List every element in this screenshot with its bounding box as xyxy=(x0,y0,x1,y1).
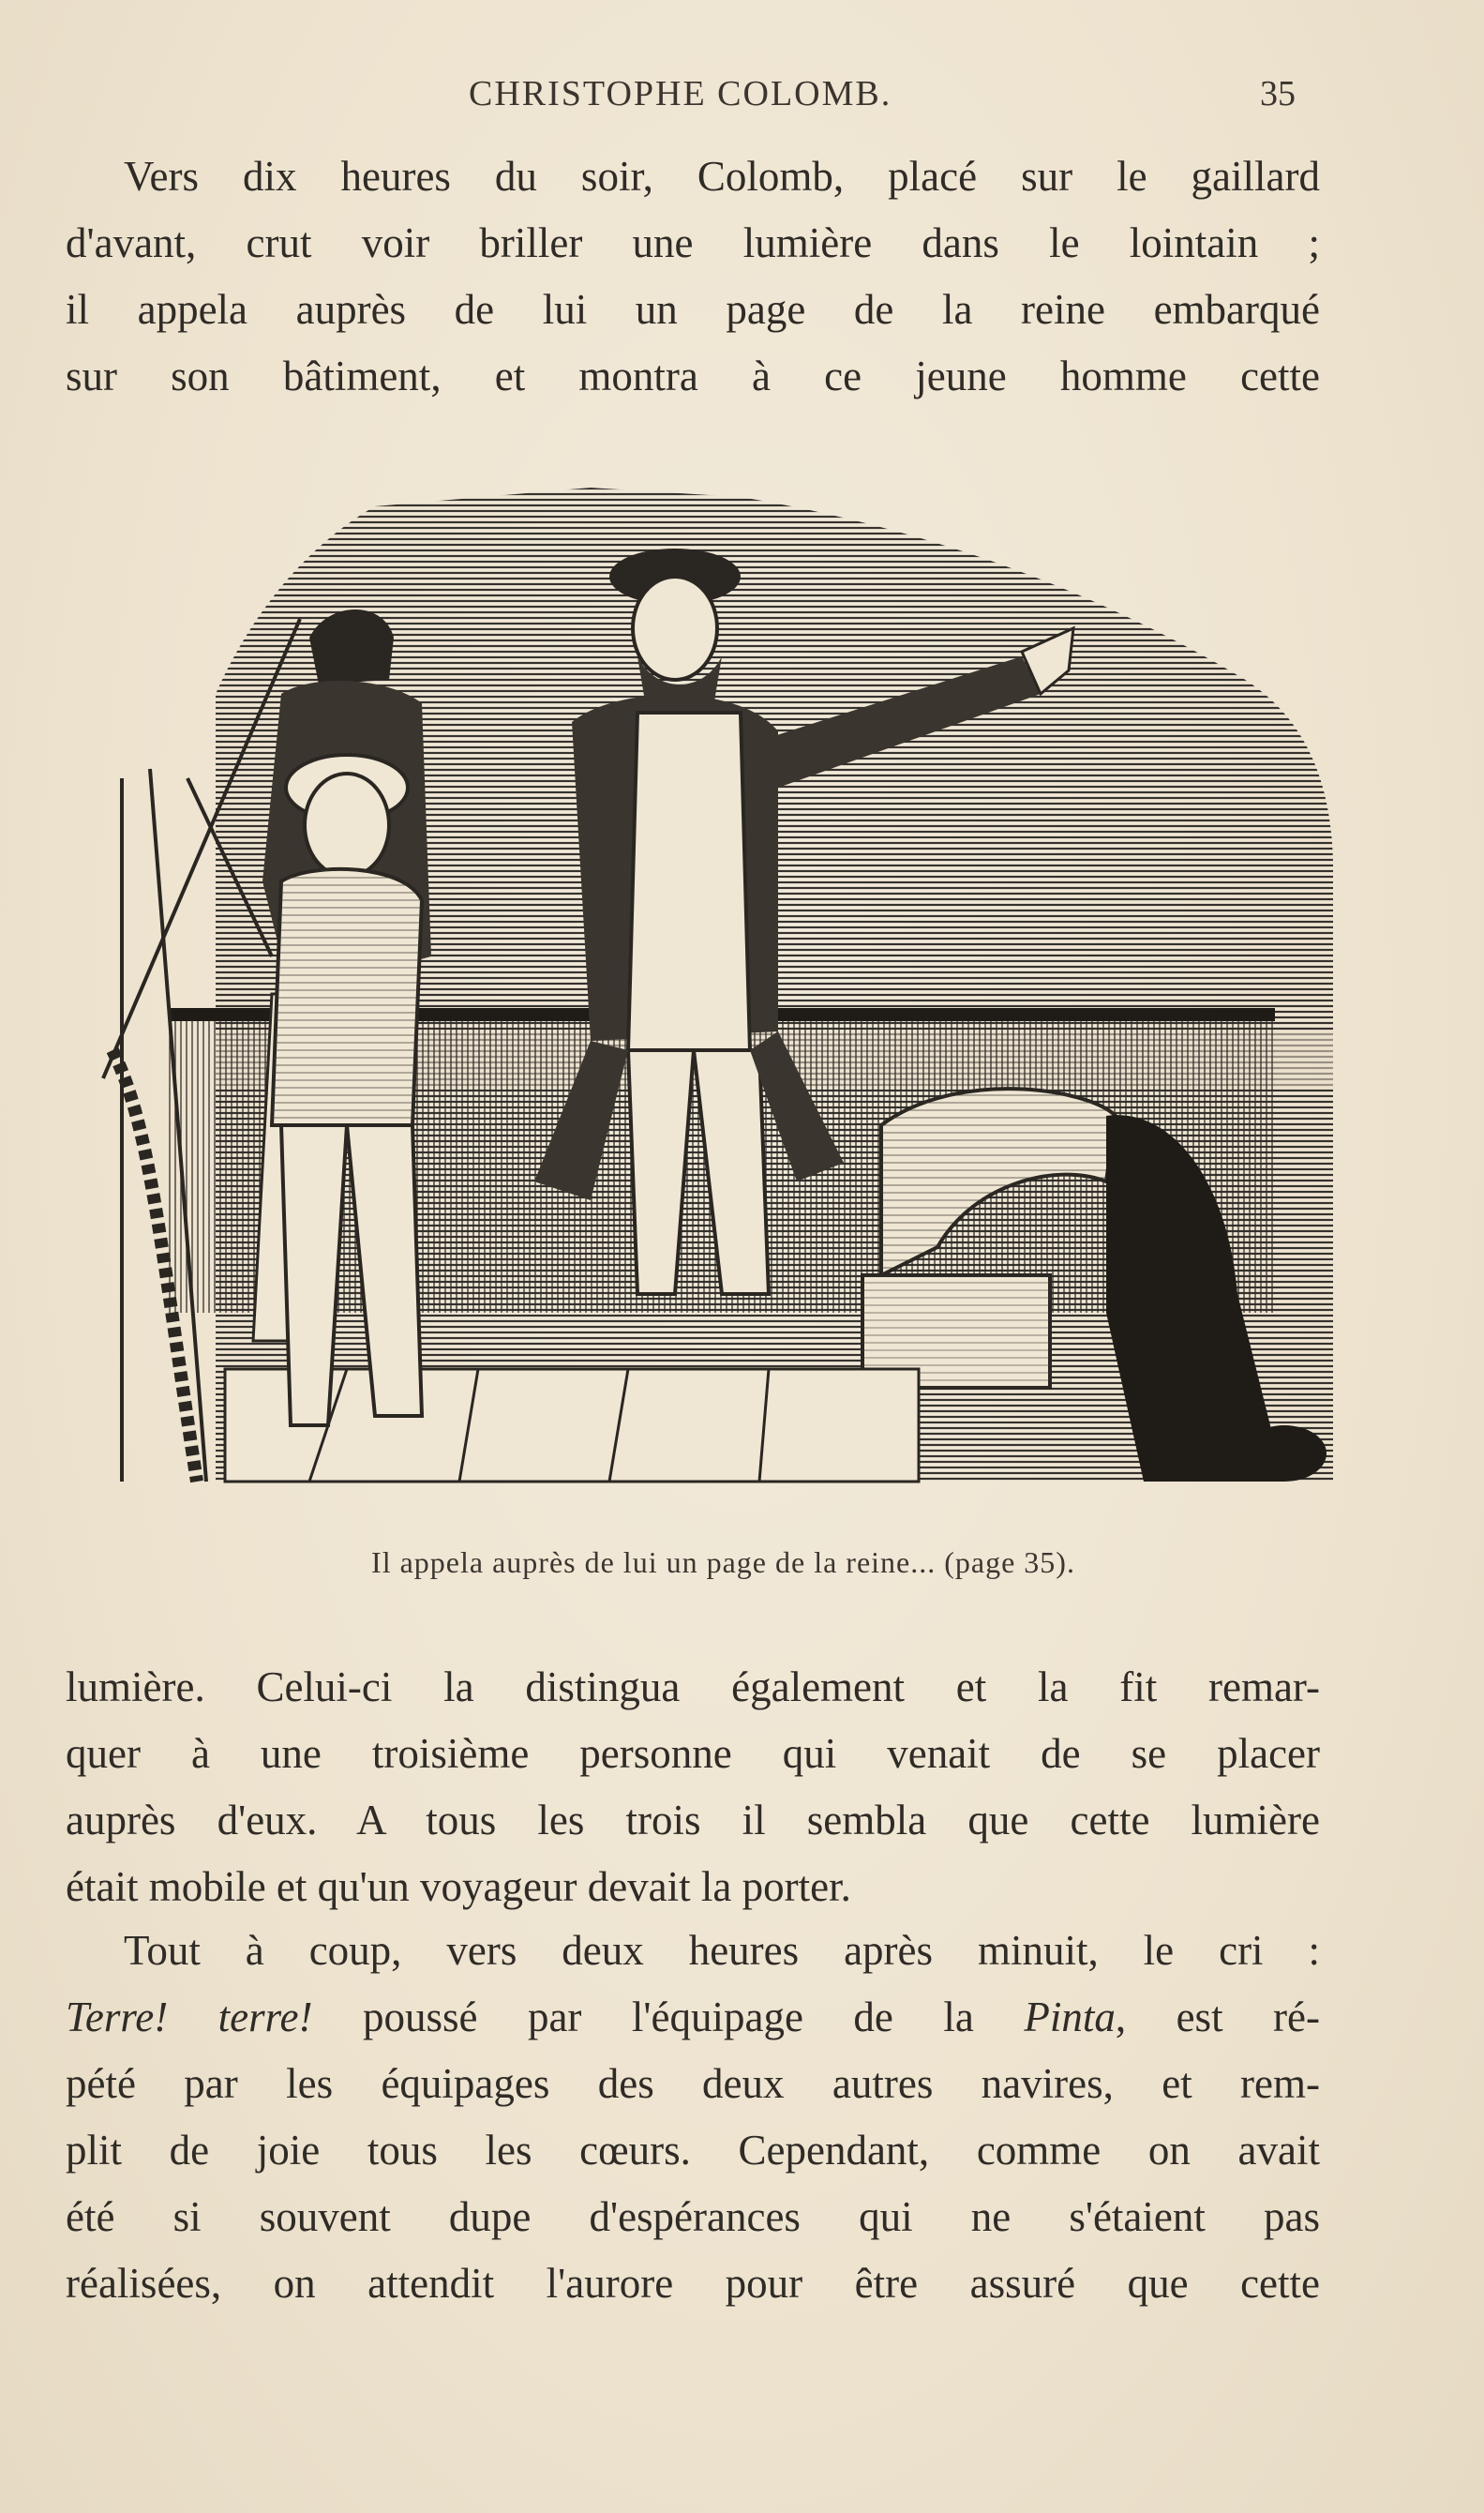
paragraph-line: lumière. Celui-ci la distingua également et la fit remar- xyxy=(66,1663,1320,1710)
illustration-caption xyxy=(0,1545,1484,1580)
paragraph-line: il appela auprès de lui un page de la reine embarqué xyxy=(66,286,1320,333)
paragraph-line xyxy=(66,1984,1320,2051)
text-run: poussé par l'équipage de la xyxy=(312,1994,1025,2040)
paragraph-line: été si souvent dupe d'espérances qui ne s'étaient pas xyxy=(66,2193,1320,2240)
paragraph-line: pété par les équipages des deux autres navires, et rem- xyxy=(66,2060,1320,2107)
paragraph-line: Tout à coup, vers deux heures après minuit, le cri : xyxy=(124,1927,1320,1974)
text-run: , est ré- xyxy=(1115,1994,1321,2040)
paragraph-line: auprès d'eux. A tous les trois il sembla que cette lumière xyxy=(66,1797,1320,1843)
page-number: 35 xyxy=(1260,74,1296,113)
paragraph-line: Vers dix heures du soir, Colomb, placé sur le gaillard xyxy=(124,153,1320,200)
paragraph-line: sur son bâtiment, et montra à ce jeune homme cette xyxy=(66,353,1320,399)
engraving-illustration xyxy=(66,469,1341,1528)
paragraph-line: d'avant, crut voir briller une lumière dans le lointain ; xyxy=(66,219,1320,266)
caption-text: Il appela auprès de lui un page de la reine... (page 35). xyxy=(371,1545,1075,1579)
page-header xyxy=(0,73,1484,120)
paragraph-1 xyxy=(66,143,1320,410)
paragraph-line: réalisées, on attendit l'aurore pour être assuré que cette xyxy=(66,2260,1320,2307)
paragraph-line: était mobile et qu'un voyageur devait la porter. xyxy=(66,1863,851,1910)
italic-exclamation: Terre! terre! xyxy=(66,1994,313,2040)
paragraph-line: plit de joie tous les cœurs. Cependant, comme on avait xyxy=(66,2127,1320,2174)
paragraph-3 xyxy=(66,1918,1320,2317)
paragraph-2 xyxy=(66,1654,1320,1920)
italic-ship-name: Pinta xyxy=(1024,1994,1116,2040)
paragraph-line: quer à une troisième personne qui venait de se placer xyxy=(66,1730,1320,1777)
running-title: CHRISTOPHE COLOMB. xyxy=(469,74,892,113)
